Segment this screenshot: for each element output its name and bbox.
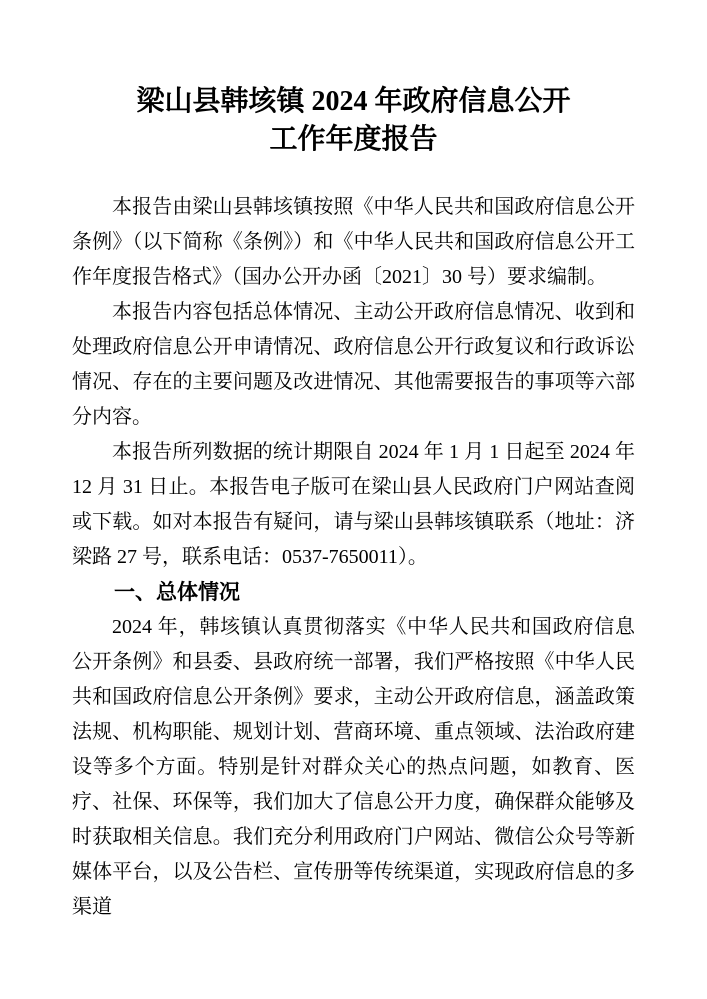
body-paragraph-overall-situation: 2024 年，韩垓镇认真贯彻落实《中华人民共和国政府信息公开条例》和县委、县政府统一部署，我们严格按照《中华人民共和国政府信息公开条例》要求，主动公开政府信息，涵盖政策法规、机构职能、规划计划、营商环境、重点领域、法治政府建设等多个方面。特别是针对群众关心的热点问题，如教育、医疗、社保、环保等，我们加大了信息公开力度，确保群众能够及时获取相关信息。我们充分利用政府门户网站、微信公众号等新媒体平台，以及公告栏、宣传册等传统渠道，实现政府信息的多渠道	[72, 616, 635, 918]
intro-paragraph-basis: 本报告由梁山县韩垓镇按照《中华人民共和国政府信息公开条例》（以下简称《条例》）和《中华人民共和国政府信息公开工作年度报告格式》（国办公开办函〔2021〕30 号）要求编制。	[72, 196, 635, 288]
section-heading-overall-situation: 一、总体情况	[114, 581, 240, 604]
document-title-line-2: 工作年度报告	[269, 124, 438, 155]
intro-paragraph-statistics-period: 本报告所列数据的统计期限自 2024 年 1 月 1 日起至 2024 年 12 月 31 日止。本报告电子版可在梁山县人民政府门户网站查阅或下载。如对本报告有疑问，请与梁山县韩垓镇联系（地址：济梁路 27 号，联系电话：0537-7650011）。	[72, 441, 635, 568]
intro-paragraph-contents: 本报告内容包括总体情况、主动公开政府信息情况、收到和处理政府信息公开申请情况、政府信息公开行政复议和行政诉讼情况、存在的主要问题及改进情况、其他需要报告的事项等六部分内容。	[72, 301, 635, 428]
document-title-line-1: 梁山县韩垓镇 2024 年政府信息公开	[136, 86, 571, 117]
document-title	[72, 83, 635, 159]
